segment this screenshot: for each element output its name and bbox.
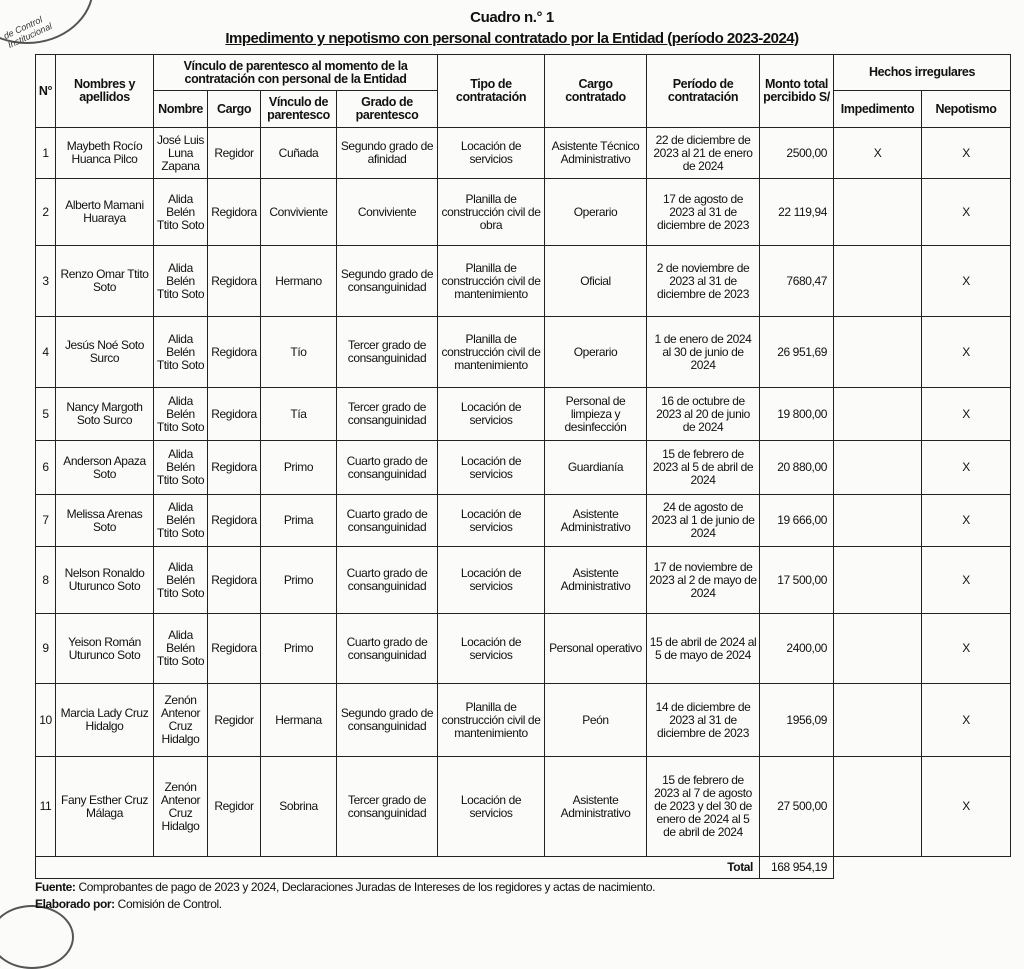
cell-impedimento [834, 317, 922, 388]
cell-grado: Cuarto grado de consanguinidad [337, 441, 438, 495]
header-nombre: Nombre [154, 91, 208, 128]
cell-grado: Segundo grado de consanguinidad [337, 684, 438, 757]
cell-nombre: Alida Belén Ttito Soto [154, 495, 208, 547]
cell-periodo: 15 de abril de 2024 al 5 de mayo de 2024 [647, 614, 760, 684]
cell-periodo: 17 de agosto de 2023 al 31 de diciembre de 2023 [647, 179, 760, 246]
cell-monto: 7680,47 [760, 246, 834, 317]
cell-periodo: 16 de octubre de 2023 al 20 de junio de 2024 [647, 388, 760, 441]
cell-nombres: Alberto Mamani Huaraya [56, 179, 154, 246]
cell-nepotismo: X [922, 757, 1011, 857]
table-row [36, 757, 1011, 857]
header-n: N° [36, 55, 56, 128]
cell-periodo: 14 de diciembre de 2023 al 31 de diciembre de 2023 [647, 684, 760, 757]
cell-vinculo: Primo [261, 441, 337, 495]
cell-cargo-contratado: Operario [545, 179, 647, 246]
cell-tipo: Locación de servicios [438, 388, 545, 441]
cell-impedimento [834, 441, 922, 495]
cell-n: 6 [36, 441, 56, 495]
cell-vinculo: Tía [261, 388, 337, 441]
cell-tipo: Planilla de construcción civil de obra [438, 179, 545, 246]
cell-impedimento [834, 179, 922, 246]
cell-nepotismo: X [922, 547, 1011, 614]
cell-n: 8 [36, 547, 56, 614]
district-seal [0, 905, 74, 969]
cell-tipo: Locación de servicios [438, 441, 545, 495]
cell-periodo: 17 de noviembre de 2023 al 2 de mayo de 2024 [647, 547, 760, 614]
cell-impedimento [834, 757, 922, 857]
header-cargo-contratado: Cargo contratado [545, 55, 647, 128]
cell-monto: 19 800,00 [760, 388, 834, 441]
cell-impedimento: X [834, 128, 922, 179]
cell-cargo: Regidora [208, 388, 261, 441]
table-row [36, 495, 1011, 547]
cell-periodo: 2 de noviembre de 2023 al 31 de diciembre de 2023 [647, 246, 760, 317]
cell-impedimento [834, 388, 922, 441]
header-vinculo: Vínculo de parentesco [261, 91, 337, 128]
cell-nombres: Maybeth Rocío Huanca Pilco [56, 128, 154, 179]
cell-cargo-contratado: Asistente Técnico Administrativo [545, 128, 647, 179]
cell-cargo: Regidor [208, 757, 261, 857]
table-row [36, 684, 1011, 757]
cell-vinculo: Sobrina [261, 757, 337, 857]
cell-nepotismo: X [922, 684, 1011, 757]
header-periodo: Período de contratación [647, 55, 760, 128]
cell-nepotismo: X [922, 317, 1011, 388]
cell-grado: Tercer grado de consanguinidad [337, 757, 438, 857]
cell-nombres: Marcia Lady Cruz Hidalgo [56, 684, 154, 757]
cell-n: 2 [36, 179, 56, 246]
header-grado: Grado de parentesco [337, 91, 438, 128]
table-subtitle: Impedimento y nepotismo con personal contratado por la Entidad (período 2023-2024) [225, 30, 799, 47]
cell-periodo: 1 de enero de 2024 al 30 de junio de 2024 [647, 317, 760, 388]
cell-cargo-contratado: Peón [545, 684, 647, 757]
cell-nombre: Alida Belén Ttito Soto [154, 388, 208, 441]
cell-nepotismo: X [922, 388, 1011, 441]
source-text: Comprobantes de pago de 2023 y 2024, Declaraciones Juradas de Intereses de los regidores y actas de nacimiento. [75, 880, 656, 894]
cell-cargo-contratado: Asistente Administrativo [545, 757, 647, 857]
cell-n: 5 [36, 388, 56, 441]
cell-impedimento [834, 614, 922, 684]
cell-monto: 2500,00 [760, 128, 834, 179]
table-row [36, 128, 1011, 179]
table-row [36, 246, 1011, 317]
seal-text: de Control Institucional [1, 14, 54, 51]
cell-cargo-contratado: Personal de limpieza y desinfección [545, 388, 647, 441]
cell-nepotismo: X [922, 495, 1011, 547]
cell-cargo-contratado: Asistente Administrativo [545, 547, 647, 614]
header-monto: Monto total percibido S/ [760, 55, 834, 128]
total-value: 168 954,19 [760, 857, 834, 879]
cell-monto: 26 951,69 [760, 317, 834, 388]
cell-nombres: Anderson Apaza Soto [56, 441, 154, 495]
cell-nombres: Nelson Ronaldo Uturunco Soto [56, 547, 154, 614]
cell-monto: 1956,09 [760, 684, 834, 757]
cell-nombres: Jesús Noé Soto Surco [56, 317, 154, 388]
source-note [35, 880, 655, 894]
cell-vinculo: Hermano [261, 246, 337, 317]
cell-cargo: Regidora [208, 179, 261, 246]
header-tipo: Tipo de contratación [438, 55, 545, 128]
total-label: Total [36, 857, 760, 879]
cell-n: 9 [36, 614, 56, 684]
source-label: Fuente: [35, 880, 76, 894]
cell-monto: 20 880,00 [760, 441, 834, 495]
cell-grado: Conviviente [337, 179, 438, 246]
cell-tipo: Locación de servicios [438, 757, 545, 857]
cell-nombres: Fany Esther Cruz Málaga [56, 757, 154, 857]
cell-tipo: Locación de servicios [438, 128, 545, 179]
cell-impedimento [834, 495, 922, 547]
cell-nombres: Nancy Margoth Soto Surco [56, 388, 154, 441]
cell-cargo: Regidora [208, 441, 261, 495]
cell-tipo: Locación de servicios [438, 547, 545, 614]
header-cargo: Cargo [208, 91, 261, 128]
cell-vinculo: Hermana [261, 684, 337, 757]
cell-impedimento [834, 246, 922, 317]
cell-grado: Tercer grado de consanguinidad [337, 317, 438, 388]
header-vinculo-group: Vínculo de parentesco al momento de la contratación con personal de la Entidad [154, 55, 438, 91]
cell-periodo: 22 de diciembre de 2023 al 21 de enero de 2024 [647, 128, 760, 179]
table-row [36, 547, 1011, 614]
cell-cargo: Regidora [208, 246, 261, 317]
cell-nombre: Alida Belén Ttito Soto [154, 547, 208, 614]
cell-cargo: Regidora [208, 614, 261, 684]
cell-monto: 27 500,00 [760, 757, 834, 857]
cell-grado: Cuarto grado de consanguinidad [337, 495, 438, 547]
cell-cargo-contratado: Guardianía [545, 441, 647, 495]
cell-n: 4 [36, 317, 56, 388]
cell-grado: Segundo grado de afinidad [337, 128, 438, 179]
cell-nombre: Zenón Antenor Cruz Hidalgo [154, 684, 208, 757]
cell-impedimento [834, 547, 922, 614]
cell-nepotismo: X [922, 128, 1011, 179]
cell-cargo: Regidor [208, 128, 261, 179]
table-row [36, 388, 1011, 441]
cell-cargo-contratado: Personal operativo [545, 614, 647, 684]
cell-monto: 2400,00 [760, 614, 834, 684]
cell-cargo: Regidora [208, 495, 261, 547]
cell-n: 11 [36, 757, 56, 857]
cell-cargo: Regidor [208, 684, 261, 757]
cell-tipo: Planilla de construcción civil de mantenimiento [438, 246, 545, 317]
table-row [36, 179, 1011, 246]
cell-nombres: Yeison Román Uturunco Soto [56, 614, 154, 684]
cell-nepotismo: X [922, 179, 1011, 246]
header-hechos: Hechos irregulares [834, 55, 1011, 91]
cell-grado: Tercer grado de consanguinidad [337, 388, 438, 441]
cell-nombre: Alida Belén Ttito Soto [154, 441, 208, 495]
cell-nombre: Alida Belén Ttito Soto [154, 614, 208, 684]
cell-vinculo: Conviviente [261, 179, 337, 246]
cell-nombre: Zenón Antenor Cruz Hidalgo [154, 757, 208, 857]
table-row [36, 317, 1011, 388]
cell-cargo-contratado: Operario [545, 317, 647, 388]
cell-tipo: Locación de servicios [438, 495, 545, 547]
cell-tipo: Planilla de construcción civil de mantenimiento [438, 684, 545, 757]
cell-vinculo: Tío [261, 317, 337, 388]
cell-vinculo: Primo [261, 614, 337, 684]
table-row [36, 441, 1011, 495]
cell-vinculo: Primo [261, 547, 337, 614]
header-impedimento: Impedimento [834, 91, 922, 128]
cell-n: 10 [36, 684, 56, 757]
cell-impedimento [834, 684, 922, 757]
cell-nombres: Melissa Arenas Soto [56, 495, 154, 547]
cell-monto: 17 500,00 [760, 547, 834, 614]
cell-monto: 19 666,00 [760, 495, 834, 547]
cell-periodo: 15 de febrero de 2023 al 7 de agosto de 2023 y del 30 de enero de 2024 al 5 de abril de 2024 [647, 757, 760, 857]
cell-nombre: Alida Belén Ttito Soto [154, 246, 208, 317]
cell-cargo: Regidora [208, 317, 261, 388]
cell-grado: Segundo grado de consanguinidad [337, 246, 438, 317]
cell-cargo: Regidora [208, 547, 261, 614]
cell-nombre: Alida Belén Ttito Soto [154, 179, 208, 246]
cell-nombre: José Luis Luna Zapana [154, 128, 208, 179]
header-nombres: Nombres y apellidos [56, 55, 154, 128]
prepared-by-label: Elaborado por: [35, 897, 115, 911]
prepared-by-text: Comisión de Control. [114, 897, 222, 911]
cell-nombres: Renzo Omar Ttito Soto [56, 246, 154, 317]
header-nepotismo: Nepotismo [922, 91, 1011, 128]
prepared-by-note [35, 897, 222, 911]
cell-nepotismo: X [922, 614, 1011, 684]
cell-nombre: Alida Belén Ttito Soto [154, 317, 208, 388]
table-title: Cuadro n.° 1 [470, 9, 554, 26]
cell-n: 7 [36, 495, 56, 547]
cell-n: 1 [36, 128, 56, 179]
cell-grado: Cuarto grado de consanguinidad [337, 547, 438, 614]
cell-grado: Cuarto grado de consanguinidad [337, 614, 438, 684]
cell-tipo: Locación de servicios [438, 614, 545, 684]
cell-nepotismo: X [922, 441, 1011, 495]
cell-tipo: Planilla de construcción civil de mantenimiento [438, 317, 545, 388]
nepotism-table [35, 54, 1011, 879]
table-row [36, 614, 1011, 684]
cell-vinculo: Prima [261, 495, 337, 547]
cell-periodo: 15 de febrero de 2023 al 5 de abril de 2024 [647, 441, 760, 495]
cell-n: 3 [36, 246, 56, 317]
cell-cargo-contratado: Oficial [545, 246, 647, 317]
cell-monto: 22 119,94 [760, 179, 834, 246]
cell-vinculo: Cuñada [261, 128, 337, 179]
cell-periodo: 24 de agosto de 2023 al 1 de junio de 2024 [647, 495, 760, 547]
cell-cargo-contratado: Asistente Administrativo [545, 495, 647, 547]
cell-nepotismo: X [922, 246, 1011, 317]
